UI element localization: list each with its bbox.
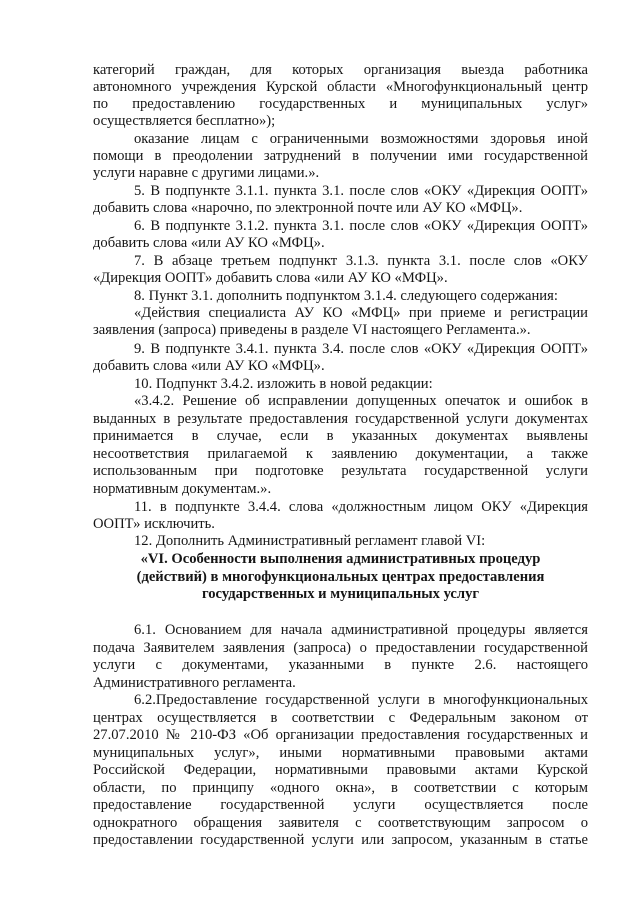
text-line: выданных в результате предоставления государственной услуги документах [93,411,588,427]
text-line: ООПТ» исключить. [93,516,215,532]
text-line: подача Заявителем заявления (запроса) о предоставлении государственной [93,640,588,656]
text-line: оказание лицам с ограниченными возможностями здоровья иной [134,131,588,147]
text-line: Административного регламента. [93,675,296,691]
text-line: 10. Подпункт 3.4.2. изложить в новой редакции: [134,376,433,392]
text-line: услуги с документами, указанными в пункте 2.6. настоящего [93,657,588,673]
text-line: однократного обращения заявителя с соответствующим запросом о [93,815,588,831]
text-line: предоставление государственной услуги осуществляется после [93,797,588,813]
text-line: использованным при подготовке результата государственной услуги [93,463,588,479]
text-line: 6.2.Предоставление государственной услуги в многофункциональных [134,692,588,708]
text-line: 7. В абзаце третьем подпункт 3.1.3. пункта 3.1. после слов «ОКУ [134,253,588,269]
text-line: услуги наравне с другими лицами.». [93,165,320,181]
text-line: категорий граждан, для которых организация выезда работника [93,62,588,78]
text-line: «3.4.2. Решение об исправлении допущенных опечаток и ошибок в [134,393,588,409]
text-line: «Дирекция ООПТ» добавить слова «или АУ КО «МФЦ». [93,270,448,286]
section-heading: государственных и муниципальных услуг [201,586,480,602]
text-line: несоответствия прилагаемой к заявлению документации, а также [93,446,588,462]
text-line: 8. Пункт 3.1. дополнить подпунктом 3.1.4. следующего содержания: [134,288,558,304]
section-heading: «VI. Особенности выполнения административных процедур [140,551,541,567]
text-line: предоставлении государственной услуги или запросом, указанным в статье [93,832,588,848]
text-line: добавить слова «или АУ КО «МФЦ». [93,235,325,251]
text-line: области, по принципу «одного окна», в соответствии с которым [93,780,588,796]
text-line: центрах осуществляется в соответствии с Федеральным законом от [93,710,588,726]
text-line: «Действия специалиста АУ КО «МФЦ» при приеме и регистрации [134,305,588,321]
text-line: нормативным документам.». [93,481,272,497]
text-line: добавить слова «или АУ КО «МФЦ». [93,358,325,374]
text-line: помощи в преодолении затруднений в получении ими государственной [93,148,588,164]
text-line: 6.1. Основанием для начала административной процедуры является [134,622,588,638]
text-line: осуществляется бесплатно»); [93,113,276,129]
text-line: 5. В подпункте 3.1.1. пункта 3.1. после слов «ОКУ «Дирекция ООПТ» [134,183,588,199]
text-line: муниципальных услуг», иными нормативными правовыми актами [93,745,588,761]
text-line: Российской Федерации, нормативными правовыми актами Курской [93,762,588,778]
section-heading: (действий) в многофункциональных центрах предоставления [136,569,545,585]
text-line: заявления (запроса) приведены в разделе VI настоящего Регламента.». [93,322,531,338]
text-line: автономного учреждения Курской области «Многофункциональный центр [93,79,588,95]
text-line: 6. В подпункте 3.1.2. пункта 3.1. после слов «ОКУ «Дирекция ООПТ» [134,218,588,234]
text-line: 12. Дополнить Административный регламент главой VI: [134,533,486,549]
text-line: принимается в случае, если в указанных документах выявлены [93,428,588,444]
text-line: 9. В подпункте 3.4.1. пункта 3.4. после слов «ОКУ «Дирекция ООПТ» [134,341,588,357]
text-line: 27.07.2010 № 210-ФЗ «Об организации предоставления государственных и [93,727,588,743]
text-line: добавить слова «нарочно, по электронной почте или АУ КО «МФЦ». [93,200,523,216]
text-line: 11. в подпункте 3.4.4. слова «должностным лицом ОКУ «Дирекция [134,499,588,515]
text-line: по предоставлению государственных и муниципальных услуг» [93,96,588,112]
